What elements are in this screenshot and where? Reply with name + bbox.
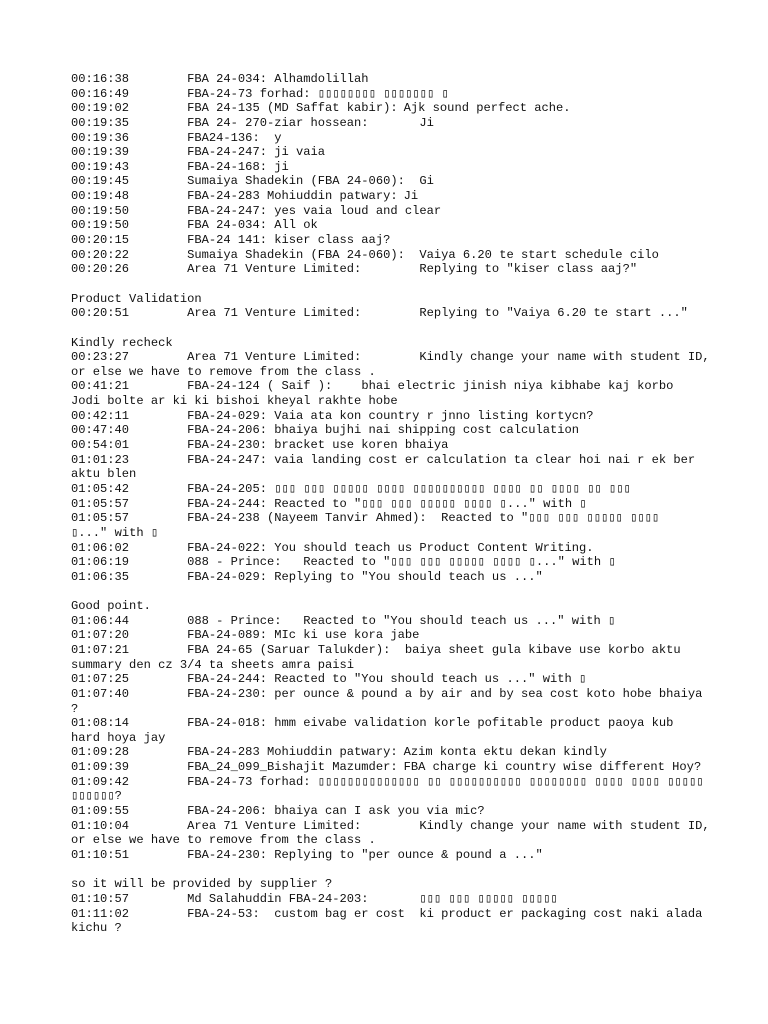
transcript-line: 01:07:21 FBA 24-65 (Saruar Talukder): baiya sheet gula kibave use korbo aktu: [71, 642, 681, 657]
transcript-line: 01:09:42 FBA-24-73 forhad: ▯▯▯▯▯▯▯▯▯▯▯▯▯▯ ▯▯ ▯▯▯▯▯▯▯▯▯▯ ▯▯▯▯▯▯▯▯ ▯▯▯▯ ▯▯▯▯ ▯▯▯▯▯: [71, 774, 704, 789]
transcript-line: 00:19:48 FBA-24-283 Mohiuddin patwary: Ji: [71, 189, 419, 204]
transcript-line: 00:20:26 Area 71 Venture Limited: Replying to "kiser class aaj?": [71, 262, 638, 277]
chat-transcript: [71, 72, 751, 936]
transcript-line: 01:10:51 FBA-24-230: Replying to "per ounce & pound a ...": [71, 847, 543, 862]
transcript-line: Kindly recheck: [71, 335, 173, 350]
transcript-line: or else we have to remove from the class .: [71, 364, 376, 379]
transcript-line: kichu ?: [71, 921, 122, 936]
transcript-line: or else we have to remove from the class .: [71, 833, 376, 848]
transcript-line: 00:19:50 FBA 24-034: All ok: [71, 218, 318, 233]
transcript-line: ▯▯▯▯▯▯?: [71, 789, 122, 804]
transcript-line: 00:42:11 FBA-24-029: Vaia ata kon country r jnno listing kortycn?: [71, 408, 594, 423]
transcript-line: [71, 277, 751, 292]
transcript-line: Product Validation: [71, 291, 202, 306]
transcript-line: 00:20:22 Sumaiya Shadekin (FBA 24-060): Vaiya 6.20 te start schedule cilo: [71, 247, 659, 262]
transcript-line: aktu blen: [71, 467, 137, 482]
transcript-line: 01:01:23 FBA-24-247: vaia landing cost er calculation ta clear hoi nai r ek ber: [71, 452, 696, 467]
transcript-line: 00:16:38 FBA 24-034: Alhamdolillah: [71, 72, 369, 86]
transcript-line: 01:06:02 FBA-24-022: You should teach us Product Content Writing.: [71, 540, 594, 555]
transcript-line: 00:54:01 FBA-24-230: bracket use koren bhaiya: [71, 438, 449, 453]
transcript-line: 01:10:04 Area 71 Venture Limited: Kindly change your name with student ID,: [71, 818, 710, 833]
transcript-line: [71, 321, 751, 336]
transcript-line: 01:06:44 088 - Prince: Reacted to "You should teach us ..." with ▯: [71, 613, 616, 628]
transcript-line: 00:19:02 FBA 24-135 (MD Saffat kabir): Ajk sound perfect ache.: [71, 101, 571, 116]
transcript-line: 00:19:50 FBA-24-247: yes vaia loud and clear: [71, 203, 442, 218]
transcript-line: 00:19:35 FBA 24- 270-ziar hossean: Ji: [71, 115, 434, 130]
transcript-line: 01:05:42 FBA-24-205: ▯▯▯ ▯▯▯ ▯▯▯▯▯ ▯▯▯▯ ▯▯▯▯▯▯▯▯▯▯ ▯▯▯▯ ▯▯ ▯▯▯▯ ▯▯ ▯▯▯: [71, 481, 631, 496]
transcript-line: 00:19:36 FBA24-136: y: [71, 130, 282, 145]
transcript-line: ?: [71, 701, 79, 716]
transcript-line: 00:20:15 FBA-24 141: kiser class aaj?: [71, 233, 391, 248]
transcript-line: 01:09:55 FBA-24-206: bhaiya can I ask you via mic?: [71, 804, 485, 819]
transcript-line: 01:05:57 FBA-24-238 (Nayeem Tanvir Ahmed): Reacted to "▯▯▯ ▯▯▯ ▯▯▯▯▯ ▯▯▯▯: [71, 511, 660, 526]
transcript-line: 01:09:39 FBA_24_099_Bishajit Mazumder: FBA charge ki country wise different Hoy?: [71, 760, 702, 775]
transcript-line: 01:08:14 FBA-24-018: hmm eivabe validation korle pofitable product paoya kub: [71, 716, 674, 731]
transcript-line: 00:16:49 FBA-24-73 forhad: ▯▯▯▯▯▯▯▯ ▯▯▯▯▯▯▯ ▯: [71, 86, 449, 101]
transcript-line: [71, 863, 751, 878]
transcript-line: so it will be provided by supplier ?: [71, 877, 333, 892]
transcript-line: 00:20:51 Area 71 Venture Limited: Replying to "Vaiya 6.20 te start ...": [71, 306, 688, 321]
transcript-line: 01:06:35 FBA-24-029: Replying to "You should teach us ...": [71, 569, 543, 584]
transcript-line: [71, 584, 751, 599]
transcript-line: ▯..." with ▯: [71, 525, 159, 540]
transcript-line: hard hoya jay: [71, 730, 166, 745]
transcript-line: 00:19:43 FBA-24-168: ji: [71, 159, 289, 174]
transcript-line: 01:07:40 FBA-24-230: per ounce & pound a by air and by sea cost koto hobe bhaiya: [71, 686, 703, 701]
transcript-line: summary den cz 3/4 ta sheets amra paisi: [71, 657, 355, 672]
transcript-line: 00:19:45 Sumaiya Shadekin (FBA 24-060): Gi: [71, 174, 434, 189]
transcript-line: 01:09:28 FBA-24-283 Mohiuddin patwary: Azim konta ektu dekan kindly: [71, 745, 607, 760]
transcript-line: 01:05:57 FBA-24-244: Reacted to "▯▯▯ ▯▯▯ ▯▯▯▯▯ ▯▯▯▯ ▯..." with ▯: [71, 496, 587, 511]
transcript-line: 01:07:25 FBA-24-244: Reacted to "You should teach us ..." with ▯: [71, 672, 587, 687]
transcript-line: Jodi bolte ar ki ki bishoi kheyal rakhte hobe: [71, 394, 398, 409]
transcript-line: 01:10:57 Md Salahuddin FBA-24-203: ▯▯▯ ▯▯▯ ▯▯▯▯▯ ▯▯▯▯▯: [71, 891, 558, 906]
transcript-line: 00:23:27 Area 71 Venture Limited: Kindly change your name with student ID,: [71, 350, 710, 365]
transcript-line: 01:06:19 088 - Prince: Reacted to "▯▯▯ ▯▯▯ ▯▯▯▯▯ ▯▯▯▯ ▯..." with ▯: [71, 555, 616, 570]
transcript-line: 01:11:02 FBA-24-53: custom bag er cost ki product er packaging cost naki alada: [71, 906, 703, 921]
transcript-line: Good point.: [71, 599, 151, 614]
transcript-line: 00:41:21 FBA-24-124 ( Saif ): bhai electric jinish niya kibhabe kaj korbo: [71, 379, 674, 394]
transcript-line: 00:19:39 FBA-24-247: ji vaia: [71, 145, 326, 160]
transcript-line: 01:07:20 FBA-24-089: MIc ki use kora jabe: [71, 628, 420, 643]
transcript-line: 00:47:40 FBA-24-206: bhaiya bujhi nai shipping cost calculation: [71, 423, 580, 438]
